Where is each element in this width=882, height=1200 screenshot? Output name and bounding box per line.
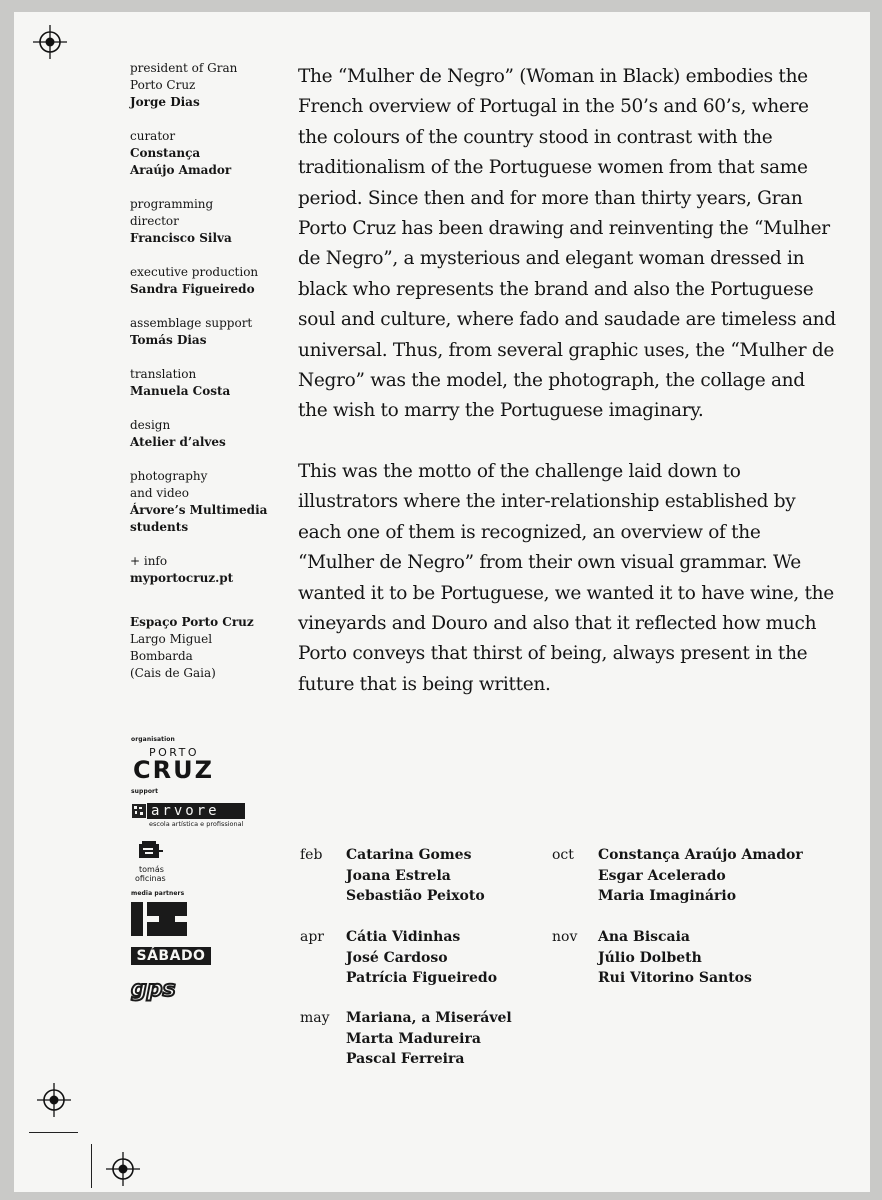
credit-name: Tomás Dias — [130, 333, 207, 347]
tomas-oficinas-line1: tomás — [139, 865, 164, 874]
tomas-oficinas-logo — [131, 841, 191, 883]
artist-name: Esgar Acelerado — [598, 867, 726, 884]
artist-list — [346, 927, 566, 989]
venue-block — [130, 614, 280, 682]
website-link[interactable]: myportocruz.pt — [130, 571, 234, 585]
newspaper-logo-icon — [131, 902, 191, 936]
credit-name: Jorge Dias — [130, 95, 200, 109]
credit-role: executive production — [130, 265, 259, 279]
credit-role: curator — [130, 129, 176, 143]
artist-name: Patrícia Figueiredo — [346, 970, 498, 986]
artist-list — [598, 845, 818, 907]
artist-name: Rui Vitorino Santos — [598, 970, 752, 986]
crop-mark-vertical — [91, 1144, 92, 1188]
credit-executive-production — [130, 264, 280, 298]
artist-name: Pascal Ferreira — [346, 1051, 465, 1067]
credit-role: translation — [130, 367, 197, 381]
credit-translation — [130, 366, 280, 400]
registration-mark-icon — [37, 1083, 71, 1117]
venue-address-line: (Cais de Gaia) — [130, 666, 216, 680]
arvore-mark-icon — [132, 804, 146, 818]
gps-logo: gps — [131, 977, 176, 1002]
credit-role: + info — [130, 554, 168, 568]
artist-name: Marta Madureira — [346, 1030, 481, 1047]
credit-photography — [130, 468, 280, 536]
artist-name: Constança Araújo Amador — [598, 847, 803, 863]
venue-address-line: Bombarda — [130, 649, 193, 663]
credit-name: Sandra Figueiredo — [130, 282, 255, 296]
venue-name: Espaço Porto Cruz — [130, 615, 254, 629]
intro-paragraph: The “Mulher de Negro” (Woman in Black) embodies the French overview of Portugal in the 50’s and 60’s, where the colours of the country stood in contrast with the traditionalism of the Portuguese women from that same period. Since then and for more than thirty years, Gran Porto Cruz has been drawing and reinventing the “Mulher de Negro”, a mysterious and elegant woman dressed in black who represents the brand and also the Portuguese soul and culture, where fado and saudade are timeless and universal. Thus, from several graphic uses, the “Mulher de Negro” was the model, the photograph, the collage and the wish to marry the Portuguese imaginary. — [298, 66, 836, 422]
sabado-logo: SÁBADO — [131, 947, 211, 965]
logos-column — [131, 728, 291, 1001]
media-partners-label: media partners — [131, 890, 185, 897]
credits-column — [130, 60, 280, 682]
credit-design — [130, 417, 280, 451]
credit-name: Constança Araújo Amador — [130, 146, 232, 177]
organisation-label: organisation — [131, 736, 175, 743]
support-label: support — [131, 788, 159, 795]
month-label: may — [300, 1010, 330, 1026]
credit-assemblage-support — [130, 315, 280, 349]
venue-address-line: Largo Miguel — [130, 632, 213, 646]
artist-name: Joana Estrela — [346, 867, 451, 884]
artist-list — [346, 1008, 566, 1070]
artist-name: Sebastião Peixoto — [346, 888, 485, 904]
artist-name: Catarina Gomes — [346, 847, 472, 863]
credit-president — [130, 60, 280, 111]
month-label: feb — [300, 847, 323, 863]
credit-name: Manuela Costa — [130, 384, 231, 398]
artist-list — [598, 927, 818, 989]
porto-cruz-logo-top: PORTO — [148, 746, 199, 759]
arvore-wordmark: arvore — [147, 803, 245, 819]
workshop-press-icon — [137, 841, 163, 861]
arvore-tagline: escola artística e profissional — [149, 820, 244, 828]
credit-name: Árvore’s Multimedia students — [130, 503, 268, 534]
credit-role: president of Gran Porto Cruz — [130, 61, 238, 92]
artist-name: Ana Biscaia — [598, 929, 691, 945]
crop-mark-horizontal — [29, 1132, 78, 1133]
month-label: nov — [552, 929, 578, 945]
credit-role: assemblage support — [130, 316, 253, 330]
intro-paragraph: This was the motto of the challenge laid down to illustrators where the inter-relationship established by each one of them is recognized, an overview of the “Mulher de Negro” from their own visual grammar. We wanted it to be Portuguese, we wanted it to have wine, the vineyards and Douro and also that it reflected how much Porto conveys that thirst of being, always present in the future that is being written. — [298, 460, 834, 695]
credit-role: programming director — [130, 197, 214, 228]
tomas-oficinas-line2: oficinas — [135, 874, 166, 883]
month-label: apr — [300, 929, 325, 945]
credit-name: Francisco Silva — [130, 231, 232, 245]
registration-mark-icon — [106, 1152, 140, 1186]
credit-role: design — [130, 418, 171, 432]
porto-cruz-logo — [133, 747, 223, 782]
registration-mark-icon — [33, 25, 67, 59]
credit-programming-director — [130, 196, 280, 247]
artist-name: Cátia Vidinhas — [346, 929, 461, 945]
porto-cruz-logo-bottom: CRUZ — [133, 756, 214, 784]
credit-info — [130, 553, 280, 587]
artist-name: Júlio Dolbeth — [598, 949, 702, 966]
credit-curator — [130, 128, 280, 179]
artist-name: Mariana, a Miserável — [346, 1010, 512, 1026]
credit-name: Atelier d’alves — [130, 435, 226, 449]
intro-text — [298, 62, 838, 730]
arvore-logo — [131, 803, 261, 833]
month-label: oct — [552, 847, 574, 863]
artist-name: José Cardoso — [346, 949, 448, 966]
credit-role: photography and video — [130, 469, 208, 500]
artist-name: Maria Imaginário — [598, 888, 737, 904]
artist-list — [346, 845, 566, 907]
